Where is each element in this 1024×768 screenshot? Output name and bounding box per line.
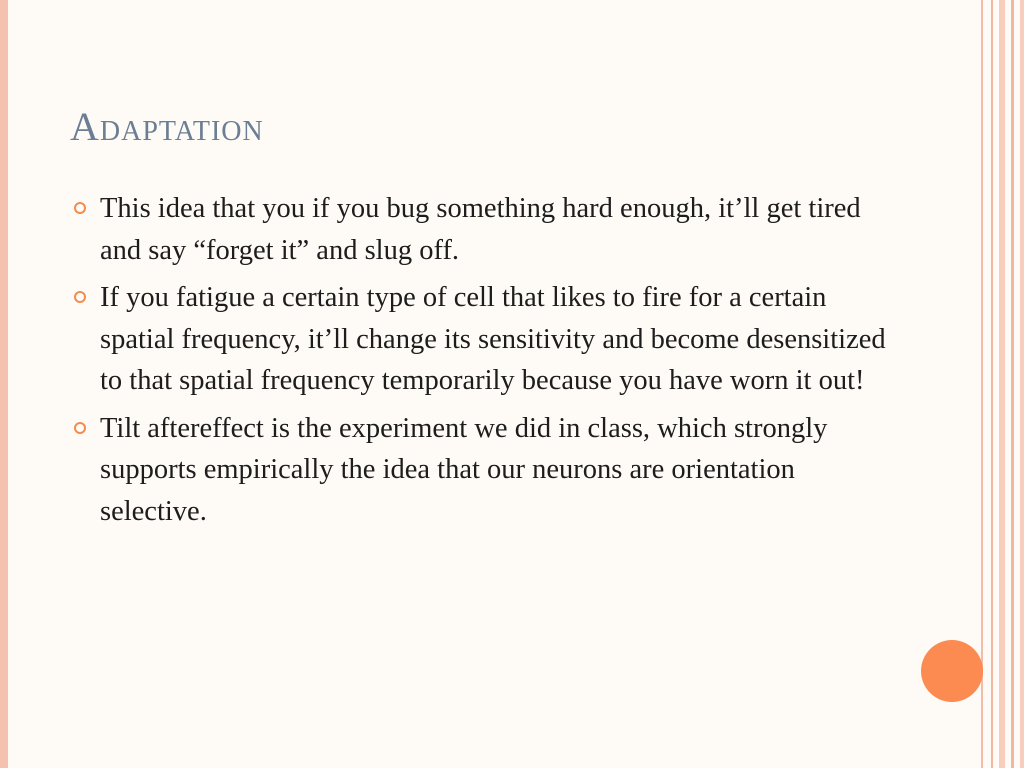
decorative-stripe	[1011, 0, 1014, 768]
bullet-circle-icon	[74, 202, 86, 214]
bullet-text: This idea that you if you bug something hard enough, it’ll get tired and say “forget it” and slug off.	[100, 193, 861, 266]
bullet-circle-icon	[74, 291, 86, 303]
decorative-stripe	[999, 0, 1005, 768]
decorative-stripe	[991, 0, 993, 768]
decorative-stripe	[1020, 0, 1024, 768]
decorative-circle	[921, 640, 983, 702]
bullet-list	[70, 188, 890, 538]
bullet-text: If you fatigue a certain type of cell that likes to fire for a certain spatial frequency, it’ll change its sensitivity and become desensitized to that spatial frequency temporarily because you have worn it out!	[100, 282, 886, 396]
slide-title: Adaptation	[70, 104, 264, 149]
bullet-text: Tilt aftereffect is the experiment we did in class, which strongly supports empirically the idea that our neurons are orientation selective.	[100, 412, 828, 527]
bullet-item	[70, 277, 890, 402]
bullet-circle-icon	[74, 422, 86, 434]
bullet-item	[70, 408, 890, 533]
bullet-item	[70, 188, 890, 271]
